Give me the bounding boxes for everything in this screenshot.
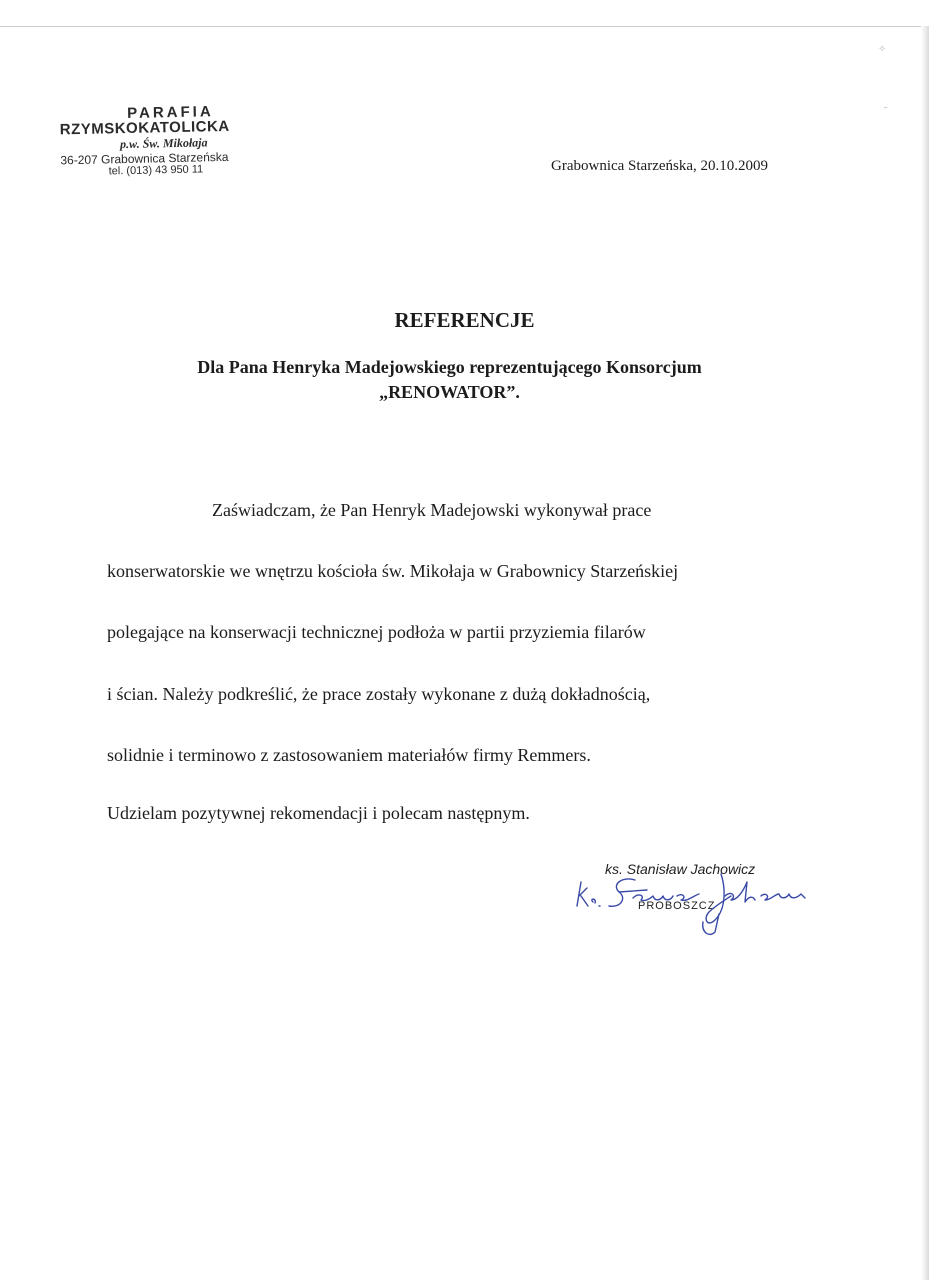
document-title: REFERENCJE xyxy=(394,308,535,332)
stamp-line-phone: tel. (013) 43 950 11 xyxy=(108,163,204,178)
signatory-name-stamp: ks. Stanisław Jachowicz xyxy=(605,861,756,877)
body-line: solidnie i terminowo z zastosowaniem materiałów firmy Remmers. xyxy=(107,745,591,765)
stamp-line-denomination: RZYMSKOKATOLICKA xyxy=(59,117,230,139)
document-subtitle xyxy=(0,355,899,405)
stamp-line-parish: PARAFIA xyxy=(126,103,214,122)
body-line: konserwatorskie we wnętrzu kościoła św. Mikołaja w Grabownicy Starzeńskiej xyxy=(107,561,679,581)
parish-stamp xyxy=(59,102,290,179)
scan-shadow xyxy=(921,26,929,1280)
signatory-role-stamp: PROBOSZCZ xyxy=(638,900,716,912)
body-line: polegające na konserwacji technicznej podłoża w partii przyziemia filarów xyxy=(107,622,646,642)
scan-speck: ✧ xyxy=(878,44,887,55)
scan-page-edge xyxy=(0,26,929,27)
subtitle-line: „RENOWATOR”. xyxy=(379,382,520,402)
handwritten-signature xyxy=(575,862,825,942)
stamp-line-patron: p.w. Św. Mikołaja xyxy=(119,135,208,152)
document-date: Grabownica Starzeńska, 20.10.2009 xyxy=(551,158,769,174)
body-line: i ścian. Należy podkreślić, że prace zostały wykonane z dużą dokładnością, xyxy=(107,684,651,704)
body-line: Zaświadczam, że Pan Henryk Madejowski wykonywał prace xyxy=(212,500,652,520)
scan-speck: ˷ xyxy=(884,98,888,109)
subtitle-line: Dla Pana Henryka Madejowskiego reprezentującego Konsorcjum xyxy=(197,357,702,377)
body-line: Udzielam pozytywnej rekomendacji i polecam następnym. xyxy=(107,803,530,823)
stamp-line-address: 36-207 Grabownica Starzeńska xyxy=(60,149,229,168)
